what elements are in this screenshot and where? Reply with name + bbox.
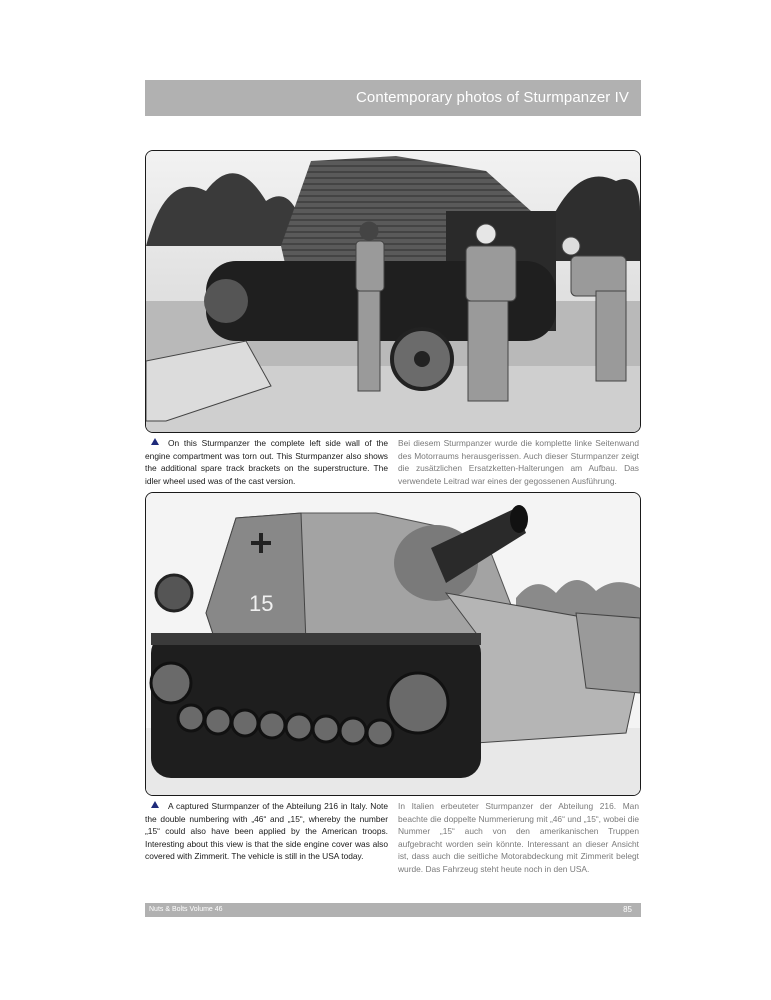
photo-sturmpanzer-side-wall-removed [145, 150, 641, 433]
photo1-caption-english [145, 437, 388, 487]
hull-number-label: 15 [249, 591, 274, 616]
caption-marker-icon [151, 438, 159, 445]
photo2-caption-english [145, 800, 388, 863]
page-title: Contemporary photos of Sturmpanzer IV [356, 89, 629, 106]
photo2-caption-en-text: A captured Sturmpanzer of the Abteilung 216 in Italy. Note the double numbering with „46“ and „15“, whereby the number „15“ could also have been applied by the American troops. Interesting about this view is that the side engine cover was also covered with Zimmerit. The vehicle is still in the USA today. [145, 801, 388, 862]
photo1-caption-german: Bei diesem Sturmpanzer wurde die komplette linke Seitenwand des Motorraums herausgerissen. Auch dieser Sturmpanzer zeigt die zusätzlichen Ersatzketten-Halterungen am Aufbau. Das verwendete Leitrad war eines der gegossenen Ausführung. [398, 438, 639, 486]
page-footer-bar [145, 903, 641, 917]
photo2-caption-german: In Italien erbeuteter Sturmpanzer der Abteilung 216. Man beachte die doppelte Nummerierung mit „46“ und „15“, wobei die Nummer „15“ auch von den amerikanischen Truppen aufgebracht worden sein könnte. Interessant an dieser Ansicht ist, dass auch die seitliche Motorabdeckung mit Zimmerit belegt wurde. Das Fahrzeug steht heute noch in den USA. [398, 801, 639, 874]
page-number: 85 [623, 905, 632, 914]
photo-captured-sturmpanzer-italy [145, 492, 641, 796]
caption-marker-icon [151, 801, 159, 808]
page-header-bar [145, 80, 641, 116]
publication-title: Nuts & Bolts Volume 46 [149, 906, 223, 913]
photo1-caption-en-text: On this Sturmpanzer the complete left side wall of the engine compartment was torn out. This Sturmpanzer also shows the additional spare track brackets on the superstructure. The idler wheel used was of the cast version. [145, 438, 388, 486]
